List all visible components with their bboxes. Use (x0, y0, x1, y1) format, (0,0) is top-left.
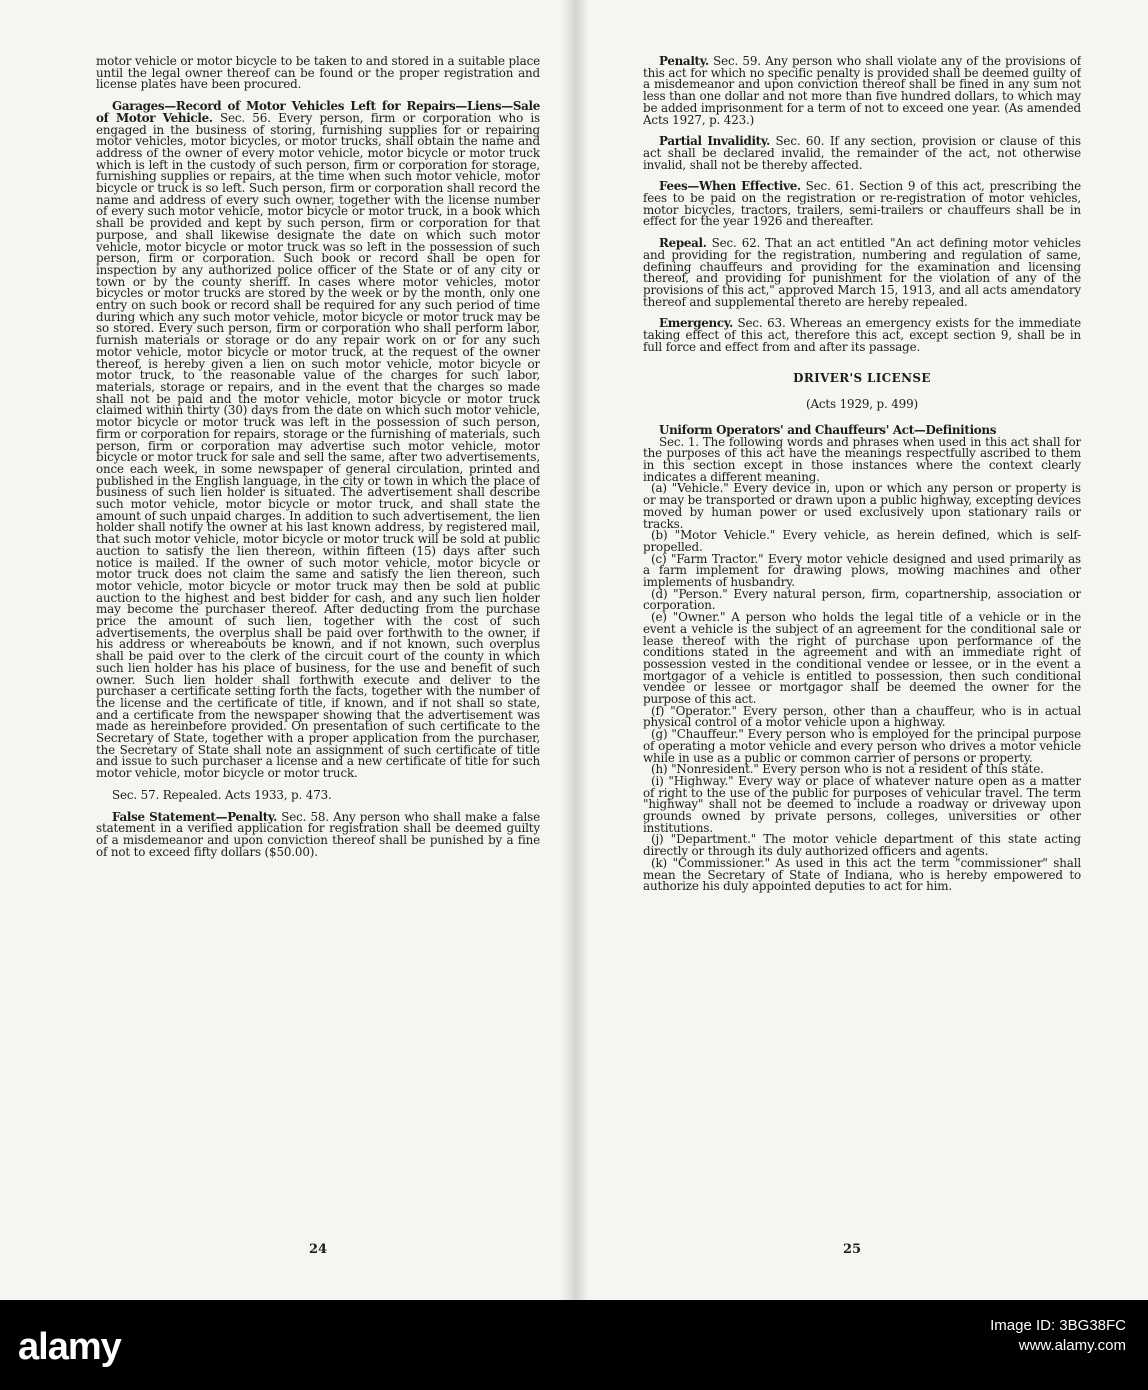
section-60-body: Sec. 60. If any section, provision or clause of this act shall be declared invalid, the remainder of the act, not otherwise invalid, shall not be thereby affected. (643, 134, 1081, 172)
section-citation: (Acts 1929, p. 499) (805, 397, 919, 412)
section-58-heading: False Statement—Penalty. (112, 809, 278, 824)
section-58 (96, 809, 540, 859)
section-61-heading: Fees—When Effective. (659, 179, 801, 194)
left-page-number: 24 (308, 1242, 328, 1257)
stock-watermark-bar (0, 1300, 1148, 1390)
image-id: Image ID: 3BG38FC (990, 1317, 1126, 1334)
definition-h: (h) "Nonresident." Every person who is not a resident of this state. (651, 762, 1044, 777)
section-62-body: Sec. 62. That an act entitled "An act defining motor vehicles and providing for the registration, numbering and regulation of same, defining chauffeurs and providing for the examination and licensing thereof, and providing for punishment for the violation of any of the provisions of this act," approved March 15, 1913, and all acts amendatory thereof and supplemental thereto are hereby repealed. (643, 236, 1081, 309)
section-59 (643, 56, 1081, 126)
image-id-block (990, 1316, 1126, 1356)
section-60-heading: Partial Invalidity. (659, 134, 770, 149)
definition-j: (j) "Department." The motor vehicle department of this state acting directly or through its duly authorized officers and agents. (643, 832, 1081, 859)
book-gutter (560, 0, 588, 1300)
section-63 (643, 318, 1081, 353)
definition-c: (c) "Farm Tractor." Every motor vehicle designed and used primarily as a farm implement for drawing plows, mowing machines and other implements of husbandry. (643, 551, 1081, 590)
definition-d: (d) "Person." Every natural person, firm, copartnership, association or corporation. (643, 586, 1081, 613)
definition-f: (f) "Operator." Every person, other than a chauffeur, who is in actual physical control of a motor vehicle upon a highway. (643, 703, 1081, 730)
definition-g: (g) "Chauffeur." Every person who is employed for the principal purpose of operating a motor vehicle and every person who drives a motor vehicle while in use as a public or common carrier of persons or property. (643, 727, 1081, 765)
site-url: www.alamy.com (1018, 1337, 1126, 1354)
section-1-intro: Sec. 1. The following words and phrases when used in this act shall for the purposes of this act have the meanings respectfully ascribed to them in this section except in those instances where the context clearly indicates a different meaning. (643, 434, 1081, 484)
section-57: Sec. 57. Repealed. Acts 1933, p. 473. (112, 787, 332, 802)
section-58-body: Sec. 58. Any person who shall make a false statement in a verified application for registration shall be deemed guilty of a misdemeanor and upon conviction thereof shall be punished by a fine of not to exceed fifty dollars ($50.00). (96, 809, 540, 859)
definition-a: (a) "Vehicle." Every device in, upon or which any person or property is or may be transported or drawn upon a public highway, excepting devices moved by human power or used exclusively upon stationary rails or tracks. (643, 481, 1081, 531)
definition-i: (i) "Highway." Every way or place of whatever nature open as a matter of right to the use of the public for purposes of vehicular travel. The term "highway" shall not be deemed to include a roadway or driveway upon grounds owned by private persons, colleges, universities or other institutions. (643, 773, 1081, 835)
right-page-number: 25 (842, 1242, 862, 1257)
section-59-heading: Penalty. (659, 56, 709, 68)
left-page (96, 56, 540, 1276)
right-page (643, 56, 1081, 1276)
definition-e: (e) "Owner." A person who holds the legal title of a vehicle or in the event a vehicle is the subject of an agreement for the conditional sale or lease thereof with the right of purchase upon performance of the conditions stated in the agreement and with an immediate right of possession vested in the conditional vendee or lessee, or in the event a mortgagor of a vehicle is entitled to possession, then such conditional vendee or lessee or mortgagor shall be deemed the owner for the purpose of this act. (643, 610, 1081, 707)
section-56-heading: Garages—Record of Motor Vehicles Left for Repairs—Liens—Sale of Motor Vehicle. (96, 99, 540, 125)
section-63-body: Sec. 63. Whereas an emergency exists for the immediate taking effect of this act, therefore this act, except section 9, shall be in full force and effect from and after its passage. (643, 316, 1081, 354)
section-61 (643, 181, 1081, 228)
act-heading-text: Uniform Operators' and Chauffeurs' Act—Definitions (659, 422, 997, 437)
section-56-body: Sec. 56. Every person, firm or corporation who is engaged in the business of storing, furnishing supplies for or repairing motor vehicles, motor bicycles, or motor trucks, shall obtain the name and address of the owner of every motor vehicle, motor bicycle or motor truck which is left in the custody of such person, firm or corporation for storage, furnishing supplies or repairs, at the time when such motor vehicle, motor bicycle or truck is so left. Such person, firm or corporation shall record the name and address of every such owner, together with the license number of every such motor vehicle, motor bicycle or motor truck, in a book which shall be provided and kept by such person, firm or corporation for that purpose, and shall likewise designate the date on which such motor vehicle, motor bicycle or motor truck was so left in the possession of such person, firm or corporation. Such book or record shall be open for inspection by any authorized police officer of the State or of any city or town or by the county sheriff. In cases where motor vehicles, motor bicycles or motor trucks are stored by the week or by the month, only one entry on such book or record shall be required for any such period of time during which any such motor vehicle, motor bicycle or motor truck may be so stored. Every such person, firm or corporation who shall perform labor, furnish materials or storage or do any repair work on or for any such motor vehicle, motor bicycle or motor truck, at the request of the owner thereof, is hereby given a lien on such motor vehicle, motor bicycle or motor truck, to the reasonable value of the charges for such labor, materials, storage or repairs, and in the event that the charges so made shall not be paid and the motor vehicle, motor bicycle or motor truck claimed within thirty (30) days from the date on which such motor vehicle, motor bicycle or motor truck was left in the possession of such person, firm or corporation for repairs, storage or the furnishing of materials, such person, firm or corporation may advertise such motor vehicle, motor bicycle or motor truck for sale and sell the same, after two advertisements, once each week, in some newspaper of general circulation, printed and published in the English language, in the city or town in which the place of business of such lien holder is situated. The advertisement shall describe such motor vehicle, motor bicycle or motor truck, and shall state the amount of such unpaid charges. In addition to such advertisement, the lien holder shall notify the owner at his last known address, by registered mail, that such motor vehicle, motor bicycle or motor truck will be sold at public auction to satisfy the lien thereon, within fifteen (15) days after such notice is mailed. If the owner of such motor vehicle, motor bicycle or motor truck does not claim the same and satisfy the lien thereon, such motor vehicle, motor bicycle or motor truck may then be sold at public auction to the highest and best bidder for cash, and any such lien holder may become the purchaser thereof. After deducting from the purchase price the amount of such lien, together with the cost of such advertisements, the overplus shall be paid over forthwith to the owner, if his address or whereabouts be known, and if not known, such overplus shall be paid over to the clerk of the circuit court of the county in which such lien holder has his place of business, for the use and benefit of such owner. Such lien holder shall forthwith execute and deliver to the purchaser a certificate setting forth the facts, together with the number of the license and the certificate of title, if known, and if not shall so state, and a certificate from the newspaper showing that the advertisement was made as hereinbefore provided. On presentation of such certificate to the Secretary of State, together with a proper application from the purchaser, the Secretary of State shall note an assignment of such certificate of title and issue to such purchaser a license and a new certificate of title for such motor vehicle, motor bicycle or motor truck. (96, 110, 540, 781)
section-63-heading: Emergency. (659, 316, 733, 331)
section-56 (96, 101, 540, 780)
continuation-paragraph: motor vehicle or motor bicycle to be taken to and stored in a suitable place until the legal owner thereof can be found or the proper registration and license plates have been procured. (96, 56, 540, 92)
section-60 (643, 136, 1081, 171)
section-59-body: Sec. 59. Any person who shall violate any of the provisions of this act for which no specific penalty is provided shall be deemed guilty of a misdemeanor and upon conviction thereof shall be fined in any sum not less than one dollar and not more than five hundred dollars, to which may be added imprisonment for a term of not to exceed one year. (As amended Acts 1927, p. 423.) (643, 56, 1081, 127)
section-62 (643, 238, 1081, 308)
section-62-heading: Repeal. (659, 236, 707, 251)
section-title: DRIVER'S LICENSE (793, 371, 931, 386)
alamy-logo: alamy (18, 1326, 121, 1368)
section-61-body: Sec. 61. Section 9 of this act, prescribing the fees to be paid on the registration or re-registration of motor vehicles, motor bicycles, tractors, trailers, semi-trailers or chauffeurs shall be in effect for the year 1926 and thereafter. (643, 179, 1081, 229)
definition-b: (b) "Motor Vehicle." Every vehicle, as herein defined, which is self-propelled. (643, 528, 1081, 554)
definition-k: (k) "Commissioner." As used in this act the term "commissioner" shall mean the Secretary of State of Indiana, who is hereby empowered to authorize his duly appointed deputies to act for him. (643, 855, 1081, 894)
